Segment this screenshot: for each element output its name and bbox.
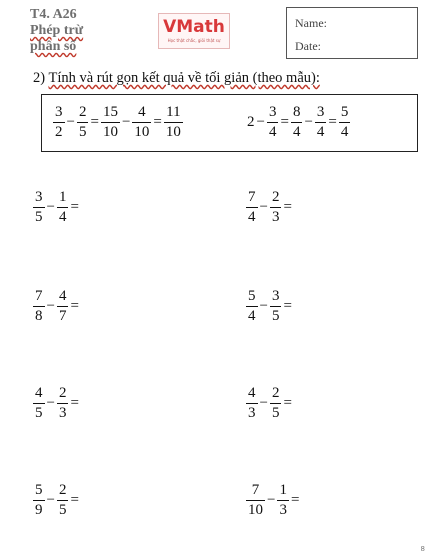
denominator: 8 (35, 308, 43, 324)
denominator: 3 (58, 405, 67, 421)
equals-sign: = (153, 114, 162, 130)
lesson-code: T4. A26 (30, 7, 77, 22)
denominator: 4 (58, 209, 67, 225)
denominator: 3 (279, 502, 287, 518)
whole-number: 2 (247, 114, 255, 130)
numerator: 4 (58, 288, 67, 304)
fraction (277, 482, 289, 519)
exercise-5 (32, 385, 80, 422)
fraction (291, 104, 303, 141)
denominator: 4 (268, 124, 277, 140)
minus-sign: − (259, 298, 268, 314)
fraction (57, 482, 69, 519)
minus-sign: − (304, 114, 313, 130)
denominator: 5 (78, 124, 87, 140)
numerator: 11 (166, 104, 181, 120)
numerator: 3 (268, 104, 277, 120)
numerator: 7 (248, 189, 256, 205)
fraction (270, 288, 282, 325)
denominator: 4 (248, 209, 256, 225)
minus-sign: − (121, 114, 131, 130)
numerator: 5 (340, 104, 349, 120)
numerator: 4 (248, 385, 256, 401)
denominator: 5 (35, 209, 43, 225)
vmath-logo (158, 13, 230, 49)
numerator: 2 (58, 482, 67, 498)
minus-sign: − (259, 199, 268, 215)
numerator: 2 (271, 385, 280, 401)
fraction (101, 104, 120, 141)
minus-sign: − (256, 114, 265, 130)
equals-sign: = (283, 395, 292, 411)
numerator: 3 (316, 104, 325, 120)
numerator: 2 (58, 385, 67, 401)
exercise-7 (32, 482, 80, 519)
exercise-3 (32, 288, 80, 325)
exercise-4 (245, 288, 293, 325)
equals-sign: = (283, 199, 292, 215)
numerator: 7 (35, 288, 43, 304)
numerator: 1 (58, 189, 67, 205)
name-date-box (286, 7, 418, 59)
instruction-number: 2) (33, 70, 46, 86)
equals-sign: = (328, 114, 337, 130)
exercise-1 (32, 189, 80, 226)
denominator: 5 (58, 502, 67, 518)
fraction (246, 482, 265, 519)
denominator: 3 (248, 405, 256, 421)
numerator: 15 (102, 104, 118, 120)
fraction (246, 189, 258, 226)
denominator: 4 (316, 124, 325, 140)
example-1 (52, 104, 184, 141)
equals-sign: = (70, 298, 79, 314)
page-number: 8 (420, 545, 425, 553)
equals-sign: = (70, 199, 79, 215)
minus-sign: − (46, 298, 55, 314)
instruction (33, 70, 320, 87)
fraction (57, 385, 69, 422)
numerator: 5 (35, 482, 43, 498)
denominator: 9 (35, 502, 43, 518)
denominator: 10 (165, 124, 181, 140)
instruction-text: Tính và rút gọn kết quả về tối giản (theo mẫu): (48, 70, 320, 86)
denominator: 10 (134, 124, 150, 140)
numerator: 5 (248, 288, 256, 304)
fraction (33, 385, 45, 422)
date-label: Date: (295, 39, 321, 53)
denominator: 4 (248, 308, 256, 324)
fraction (267, 104, 279, 141)
example-2 (246, 104, 351, 141)
numerator: 8 (292, 104, 301, 120)
numerator: 4 (138, 104, 146, 120)
equals-sign: = (90, 114, 99, 130)
fraction (246, 288, 258, 325)
numerator: 3 (271, 288, 280, 304)
minus-sign: − (46, 199, 55, 215)
numerator: 4 (35, 385, 43, 401)
minus-sign: − (46, 395, 55, 411)
minus-sign: − (66, 114, 75, 130)
logo-tagline: Học thật chắc, giỏi thật sự (167, 38, 221, 43)
exercise-8 (245, 482, 300, 519)
denominator: 5 (271, 308, 280, 324)
denominator: 10 (248, 502, 263, 518)
equals-sign: = (70, 395, 79, 411)
lesson-title-line1: Phép trừ (30, 23, 84, 38)
denominator: 5 (271, 405, 280, 421)
fraction (270, 189, 282, 226)
numerator: 2 (271, 189, 280, 205)
fraction (33, 482, 45, 519)
equals-sign: = (290, 492, 300, 508)
minus-sign: − (259, 395, 268, 411)
denominator: 7 (58, 308, 67, 324)
exercise-6 (245, 385, 293, 422)
fraction (246, 385, 258, 422)
numerator: 2 (78, 104, 87, 120)
numerator: 3 (55, 104, 63, 120)
denominator: 3 (271, 209, 280, 225)
fraction (77, 104, 89, 141)
denominator: 5 (35, 405, 43, 421)
equals-sign: = (280, 114, 289, 130)
exercise-2 (245, 189, 293, 226)
numerator: 1 (279, 482, 287, 498)
fraction (132, 104, 151, 141)
lesson-title-line2: phân số (30, 39, 77, 54)
denominator: 4 (292, 124, 301, 140)
fraction (315, 104, 327, 141)
fraction (339, 104, 351, 141)
minus-sign: − (46, 492, 55, 508)
fraction (57, 189, 69, 226)
fraction (33, 288, 45, 325)
name-label: Name: (295, 16, 327, 30)
numerator: 3 (35, 189, 43, 205)
lesson-heading (30, 7, 120, 55)
numerator: 7 (251, 482, 260, 498)
fraction (164, 104, 183, 141)
denominator: 10 (102, 124, 118, 140)
denominator: 4 (340, 124, 349, 140)
denominator: 2 (55, 124, 63, 140)
logo-text: VMath (163, 17, 225, 37)
minus-sign: − (267, 492, 276, 508)
equals-sign: = (70, 492, 79, 508)
fraction (33, 189, 45, 226)
equals-sign: = (283, 298, 292, 314)
fraction (57, 288, 69, 325)
fraction (270, 385, 282, 422)
fraction (53, 104, 65, 141)
